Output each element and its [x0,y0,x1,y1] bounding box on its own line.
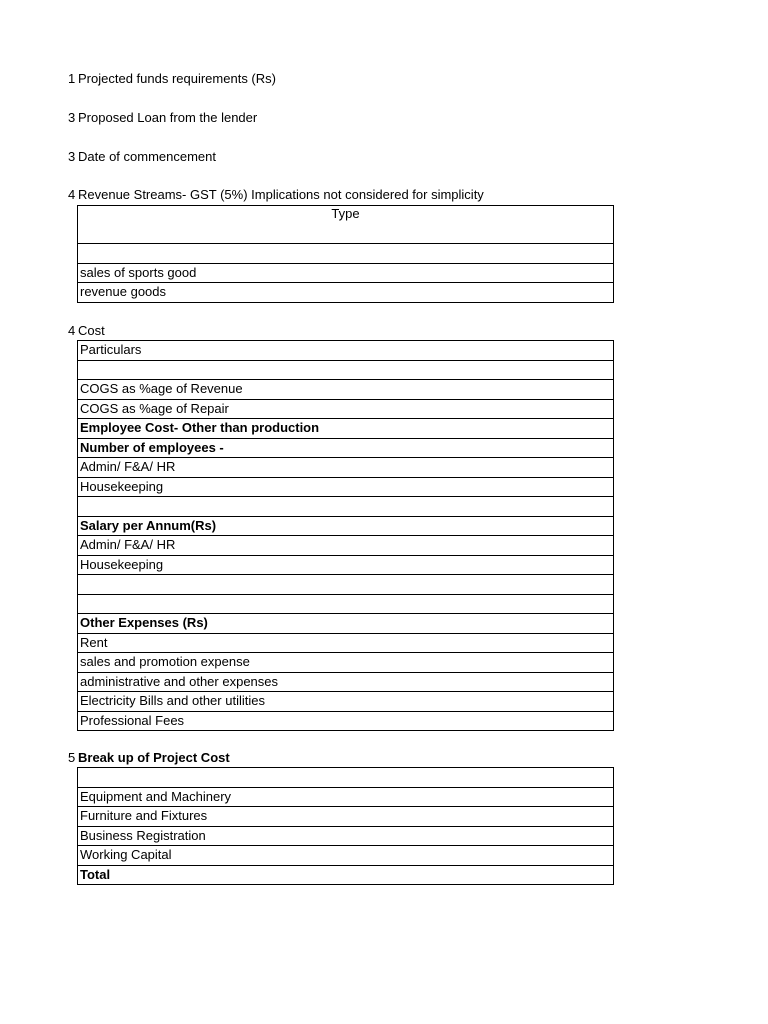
table-row [78,653,614,673]
item-number: 3 [68,149,76,164]
table-row [78,594,614,614]
table-cell: Equipment and Machinery [78,787,614,807]
table-cell: Other Expenses (Rs) [78,614,614,634]
table-cell [78,575,614,595]
table-row [78,846,614,866]
item-number: 3 [68,110,76,125]
table-row [78,419,614,439]
table-row [78,614,614,634]
table-row [78,555,614,575]
table-cell: Particulars [78,341,614,361]
table-row [78,380,614,400]
table-row [78,787,614,807]
table-header-type: Type [78,206,614,244]
table-cell: Housekeeping [78,555,614,575]
table-row [78,768,614,788]
project-cost-table [77,767,614,885]
table-cell: Business Registration [78,826,614,846]
table-cell: Furniture and Fixtures [78,807,614,827]
item-date-commencement [68,149,216,165]
revenue-table [77,205,614,303]
table-cell: administrative and other expenses [78,672,614,692]
table-row [78,807,614,827]
table-row [78,516,614,536]
item-label: Projected funds requirements (Rs) [78,71,276,86]
table-row [78,263,614,283]
table-row [78,399,614,419]
table-row [78,536,614,556]
table-row [78,341,614,361]
item-cost [68,323,105,339]
table-row [78,711,614,731]
table-row [78,865,614,885]
item-label: Proposed Loan from the lender [78,110,258,125]
table-cell: COGS as %age of Repair [78,399,614,419]
item-revenue-streams [68,187,484,203]
table-row [78,633,614,653]
table-cell: Salary per Annum(Rs) [78,516,614,536]
item-projected-funds [68,71,276,87]
item-label: Cost [78,323,105,338]
table-row [78,826,614,846]
item-label: Break up of Project Cost [78,750,230,765]
table-cell: sales and promotion expense [78,653,614,673]
table-row [78,692,614,712]
table-cell: Professional Fees [78,711,614,731]
table-row [78,360,614,380]
table-cell [78,497,614,517]
item-number: 4 [68,323,76,338]
table-row [78,206,614,244]
table-cell: Number of employees - [78,438,614,458]
table-row [78,477,614,497]
cost-table [77,340,614,731]
table-cell [78,360,614,380]
table-cell: Total [78,865,614,885]
table-row [78,244,614,264]
table-cell: revenue goods [78,283,614,303]
item-number: 1 [68,71,76,86]
item-number: 4 [68,187,76,202]
table-cell: Housekeeping [78,477,614,497]
item-project-cost [68,750,230,766]
item-label: Revenue Streams- GST (5%) Implications not considered for simplicity [78,187,484,202]
table-cell: Employee Cost- Other than production [78,419,614,439]
table-cell: COGS as %age of Revenue [78,380,614,400]
table-cell: Admin/ F&A/ HR [78,458,614,478]
table-row [78,497,614,517]
table-cell: Electricity Bills and other utilities [78,692,614,712]
table-cell [78,244,614,264]
table-row [78,458,614,478]
item-proposed-loan [68,110,257,126]
table-cell: Rent [78,633,614,653]
table-row [78,575,614,595]
table-cell [78,594,614,614]
table-cell: Admin/ F&A/ HR [78,536,614,556]
table-row [78,283,614,303]
table-cell: sales of sports good [78,263,614,283]
table-row [78,438,614,458]
table-cell [78,768,614,788]
table-cell: Working Capital [78,846,614,866]
item-number: 5 [68,750,76,765]
table-row [78,672,614,692]
item-label: Date of commencement [78,149,217,164]
